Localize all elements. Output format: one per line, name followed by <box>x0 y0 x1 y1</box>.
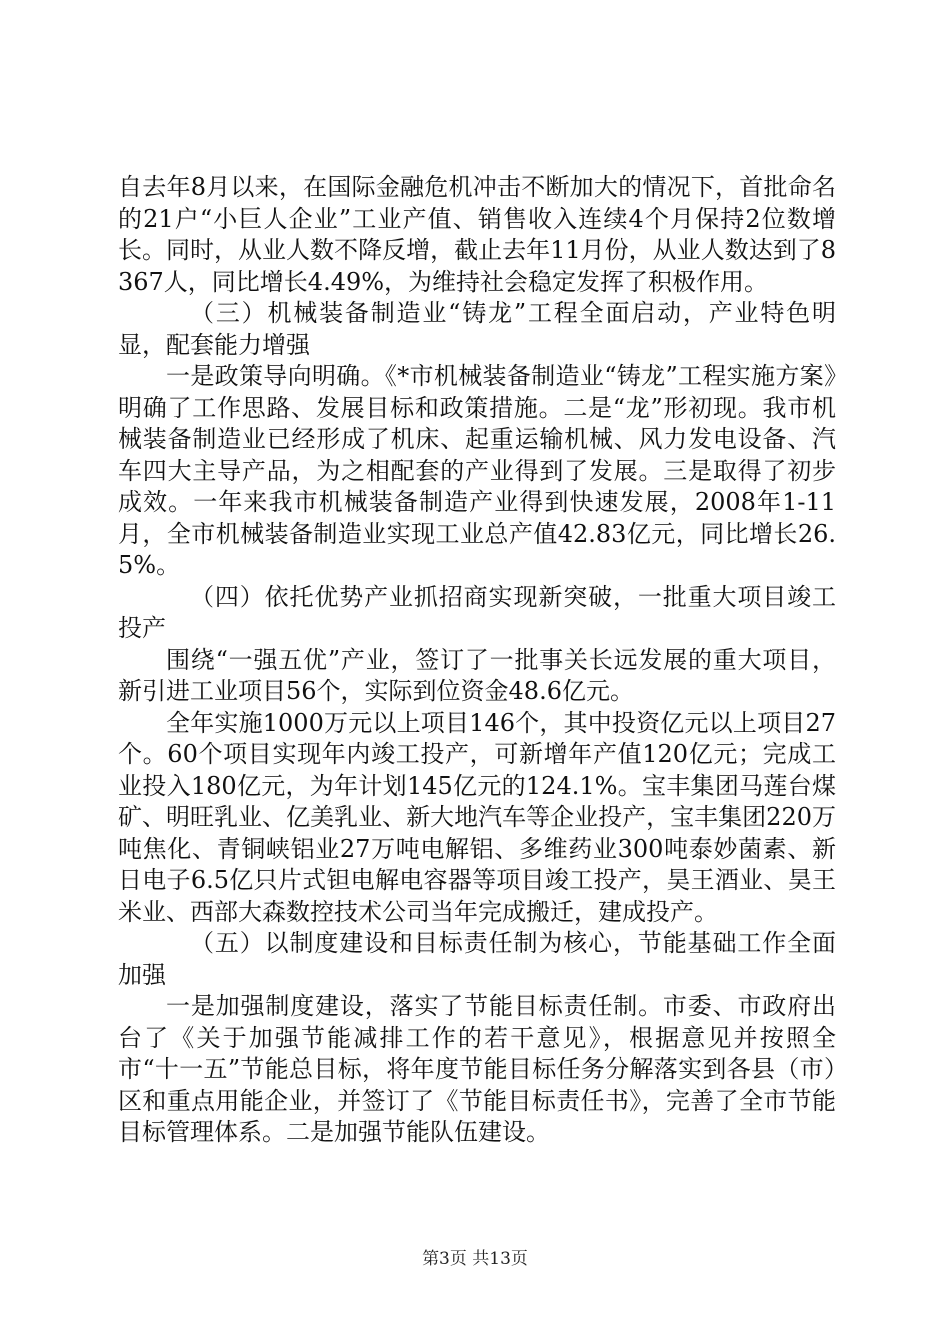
page-number-footer: 第3页 共13页 <box>422 1249 528 1269</box>
paragraph-energy-saving: 一是加强制度建设，落实了节能目标责任制。市委、市政府出台了《关于加强节能减排工作的若干意见》，根据意见并按照全市“十一五”节能总目标，将年度节能目标任务分解落实到各县（市）区和重点用能企业，并签订了《节能目标责任书》，完善了全市节能目标管理体系。二是加强节能队伍建设。 <box>118 992 836 1146</box>
paragraph-investment-projects: 围绕“一强五优”产业，签订了一批事关长远发展的重大项目，新引进工业项目56个，实际到位资金48.6亿元。 <box>118 645 836 705</box>
paragraph-small-giant-enterprises: 自去年8月以来，在国际金融危机冲击不断加大的情况下，首批命名的21户“小巨人企业”工业产值、销售收入连续4个月保持2位数增长。同时，从业人数不降反增，截止去年11月份，从业人数达到了8367人，同比增长4.49%，为维持社会稳定发挥了积极作用。 <box>118 173 836 296</box>
section-heading-5: （五）以制度建设和目标责任制为核心，节能基础工作全面加强 <box>118 929 836 989</box>
section-heading-3: （三）机械装备制造业“铸龙”工程全面启动，产业特色明显，配套能力增强 <box>118 299 836 359</box>
paragraph-annual-projects: 全年实施1000万元以上项目146个，其中投资亿元以上项目27个。60个项目实现年内竣工投产，可新增年产值120亿元；完成工业投入180亿元，为年计划145亿元的124.1%。宝丰集团马莲台煤矿、明旺乳业、亿美乳业、新大地汽车等企业投产，宝丰集团220万吨焦化、青铜峡铝业27万吨电解铝、多维药业300吨泰妙菌素、新日电子6.5亿只片式钽电解电容器等项目竣工投产，昊王酒业、昊王米业、西部大森数控技术公司当年完成搬迁，建成投产。 <box>118 708 836 926</box>
document-body <box>118 172 836 1149</box>
section-heading-4: （四）依托优势产业抓招商实现新突破，一批重大项目竣工投产 <box>118 582 836 642</box>
paragraph-machinery-policy: 一是政策导向明确。《*市机械装备制造业“铸龙”工程实施方案》明确了工作思路、发展目标和政策措施。二是“龙”形初现。我市机械装备制造业已经形成了机床、起重运输机械、风力发电设备、汽车四大主导产品，为之相配套的产业得到了发展。三是取得了初步成效。一年来我市机械装备制造产业得到快速发展，2008年1-11月，全市机械装备制造业实现工业总产值42.83亿元，同比增长26.5%。 <box>118 362 836 579</box>
